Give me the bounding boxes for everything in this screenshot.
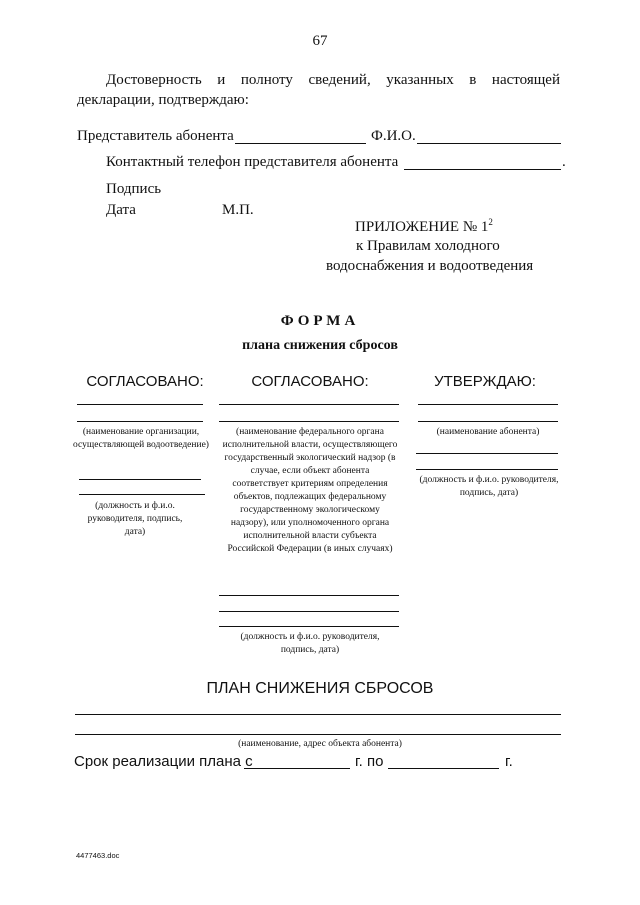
stamp-label: М.П.: [222, 202, 254, 218]
col3-caption-2: (должность и ф.и.о. руководителя, подпись, дата): [419, 475, 559, 498]
object-caption: (наименование, адрес объекта абонента): [238, 739, 402, 749]
col3-line-4[interactable]: [416, 469, 558, 470]
object-line-2[interactable]: [75, 734, 561, 735]
col2-line-1[interactable]: [219, 404, 399, 405]
col3-heading: УТВЕРЖДАЮ:: [434, 373, 536, 390]
object-line-1[interactable]: [75, 714, 561, 715]
representative-label: Представитель абонента: [77, 128, 234, 144]
col3-line-2[interactable]: [418, 421, 558, 422]
col2-line-4[interactable]: [219, 611, 399, 612]
col1-line-2[interactable]: [77, 421, 203, 422]
term-mid-label: г. по: [355, 753, 384, 770]
term-end-label: г.: [505, 753, 513, 770]
phone-field-line[interactable]: [404, 169, 561, 170]
date-label: Дата: [106, 202, 136, 218]
col1-caption-2: (должность и ф.и.о. руководителя, подпись, дата): [87, 501, 183, 537]
declaration-word: и: [217, 72, 226, 88]
col1-caption-1: (наименование организации, осуществляющей водоотведение): [73, 427, 209, 450]
appendix-title-text: ПРИЛОЖЕНИЕ № 1: [355, 219, 489, 235]
col2-line-5[interactable]: [219, 626, 399, 627]
declaration-word: полноту: [240, 72, 293, 88]
col1-line-4[interactable]: [79, 494, 205, 495]
col3-caption-1: (наименование абонента): [436, 427, 540, 437]
col2-heading: СОГЛАСОВАНО:: [251, 373, 369, 390]
appendix-title: [355, 218, 493, 237]
declaration-word: указанных: [386, 72, 454, 88]
declaration-word: настоящей: [491, 72, 560, 88]
declaration-word: Достоверность: [106, 72, 202, 88]
term-label: Срок реализации плана с: [74, 753, 253, 770]
col1-line-3[interactable]: [79, 479, 201, 480]
signature-label: Подпись: [106, 181, 162, 197]
col3-line-3[interactable]: [416, 453, 558, 454]
term-start-field-line[interactable]: [244, 768, 350, 769]
col2-line-3[interactable]: [219, 595, 399, 596]
col1-line-1[interactable]: [77, 404, 203, 405]
appendix-line-3: водоснабжения и водоотведения: [326, 258, 534, 274]
footer-doc-name: 4477463.doc: [76, 851, 120, 860]
col2-caption-2: (должность и ф.и.о. руководителя, подпись, дата): [240, 632, 380, 655]
form-subtitle: плана снижения сбросов: [242, 338, 398, 353]
form-title: ФОРМА: [280, 313, 360, 329]
col3-line-1[interactable]: [418, 404, 558, 405]
declaration-line-1: [106, 71, 560, 90]
representative-field-line[interactable]: [235, 143, 366, 144]
appendix-line-2: к Правилам холодного: [356, 238, 500, 254]
declaration-word: сведений,: [308, 72, 371, 88]
plan-heading: ПЛАН СНИЖЕНИЯ СБРОСОВ: [206, 680, 434, 697]
col2-caption-1: (наименование федерального органа исполнительной власти, осуществляющего государственный экологический надзор (в случае, если объект абонента соответствует критериям определения объектов, подлежащих федеральному государственному экологическому надзору), или уполномоченного органа исполнительной власти субъекта Российской Федерации (в иных случаях): [222, 427, 398, 554]
term-end-field-line[interactable]: [388, 768, 499, 769]
phone-end-dot: .: [562, 154, 566, 170]
appendix-superscript: 2: [488, 217, 493, 227]
page-number: 67: [312, 33, 328, 49]
fio-field-line[interactable]: [417, 143, 561, 144]
col2-line-2[interactable]: [219, 421, 399, 422]
declaration-line-2: декларации, подтверждаю:: [77, 92, 249, 108]
phone-label: Контактный телефон представителя абонента: [106, 154, 399, 170]
col1-heading: СОГЛАСОВАНО:: [86, 373, 204, 390]
fio-label: Ф.И.О.: [371, 128, 416, 144]
declaration-word: в: [469, 72, 477, 88]
